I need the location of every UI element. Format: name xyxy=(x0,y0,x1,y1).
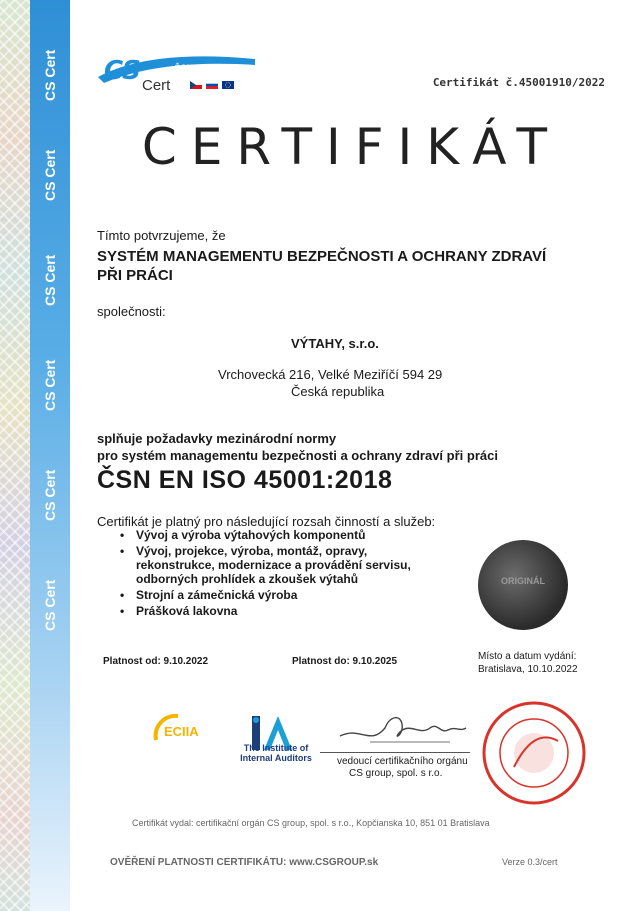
side-band-label: CS Cert xyxy=(42,359,58,411)
list-item: • Vývoj, projekce, výroba, montáž, opravy, rekonstrukce, modernizace a provádění servisu, odborných prohlídek a zkoušek výtahů xyxy=(118,544,438,586)
list-item: • Vývoj a výroba výtahových komponentů xyxy=(118,528,438,542)
hologram-seal xyxy=(478,540,568,630)
certificate-number: Certifikát č.45001910/2022 xyxy=(432,76,605,89)
side-band-label: CS Cert xyxy=(42,254,58,306)
eciia-logo xyxy=(150,710,220,750)
place-date-label: Místo a datum vydání: xyxy=(478,651,577,662)
valid-to: Platnost do: 9.10.2025 xyxy=(292,656,398,667)
requirement-line-1: splňuje požadavky mezinárodní normy xyxy=(97,431,337,446)
place-date-value: Bratislava, 10.10.2022 xyxy=(478,664,578,675)
side-band-label: CS Cert xyxy=(42,49,58,101)
cs-cert-logo xyxy=(90,45,260,97)
side-band-label: CS Cert xyxy=(42,469,58,521)
scope-intro: Certifikát je platný pro následující rozsah činností a služeb: xyxy=(97,514,436,529)
side-band-label: CS Cert xyxy=(42,579,58,631)
verify-link[interactable]: OVĚŘENÍ PLATNOSTI CERTIFIKÁTU: www.CSGROUP.sk xyxy=(110,857,379,868)
system-name: SYSTÉM MANAGEMENTU BEZPEČNOSTI A OCHRANY ZDRAVÍ PŘI PRÁCI xyxy=(97,248,547,284)
logo-mark: CS xyxy=(104,56,141,86)
address-line-1: Vrchovecká 216, Velké Meziříčí 594 29 xyxy=(218,367,443,382)
company-label: společnosti: xyxy=(97,304,166,319)
valid-from: Platnost od: 9.10.2022 xyxy=(103,656,209,667)
seal-label: ORIGINÁL xyxy=(501,576,545,586)
list-item: • Prášková lakovna xyxy=(118,604,438,618)
requirement-line-2: pro systém managementu bezpečnosti a ochrany zdraví při práci xyxy=(97,448,498,463)
list-item: • Strojní a zámečnická výroba xyxy=(118,588,438,602)
norm-title: ČSN EN ISO 45001:2018 xyxy=(97,466,393,494)
eciia-label: ECIIA xyxy=(164,724,199,739)
issuer-text: Certifikát vydal: certifikační orgán CS group, spol. s r.o., Kopčianska 10, 851 01 Bratislava xyxy=(132,818,490,828)
version-label: Verze 0.3/cert xyxy=(502,857,558,867)
signature xyxy=(330,706,470,751)
scope-list xyxy=(118,528,438,620)
confirm-text: Tímto potvrzujeme, že xyxy=(97,228,226,243)
signer-title: vedoucí certifikačního orgánu xyxy=(337,756,468,767)
iia-text xyxy=(236,743,316,763)
logo-standard: ČSN EN ISO xyxy=(174,63,227,73)
logo-sub: Cert xyxy=(142,77,171,94)
address-line-2: Česká republika xyxy=(291,384,385,399)
signer-org: CS group, spol. s r.o. xyxy=(349,768,443,779)
company-stamp xyxy=(478,697,590,809)
signature-line xyxy=(320,752,470,753)
company-name: VÝTAHY, s.r.o. xyxy=(291,336,379,351)
iia-line-1: The Institute of xyxy=(243,743,309,753)
page-title: CERTIFIKÁT xyxy=(141,118,562,176)
side-band-label: CS Cert xyxy=(42,149,58,201)
iia-line-2: Internal Auditors xyxy=(240,753,312,763)
